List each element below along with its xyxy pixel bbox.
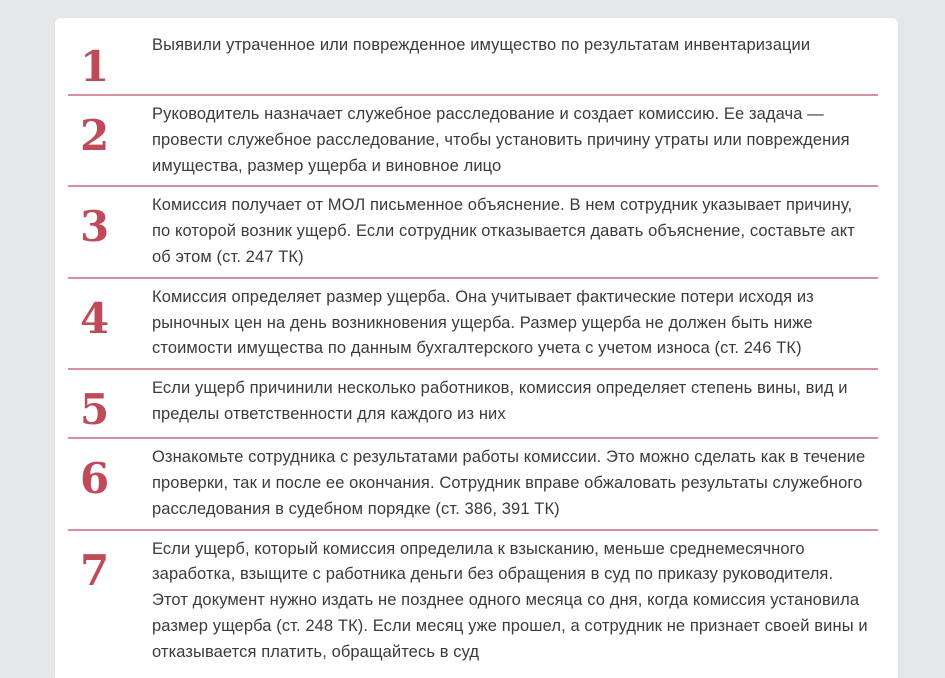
step-text: Комиссия получает от МОЛ письменное объяснение. В нем сотрудник указывает причину, по которой возник ущерб. Если сотрудник отказывается давать объяснение, составьте акт об этом (ст. 247 ТК) [152,196,855,266]
step-text: Выявили утраченное или поврежденное имущество по результатам инвентаризации [152,36,811,54]
step-row [55,531,898,672]
step-row [55,370,898,437]
step-row [55,279,898,368]
step-number: 6 [80,454,110,504]
step-text: Руководитель назначает служебное расследование и создает комиссию. Ее задача — провести служебное расследование, чтобы установить причину утраты или повреждения имущества, размер ущерба и виновное лицо [152,105,850,175]
step-number: 3 [80,202,110,252]
step-text: Если ущерб причинили несколько работников, комиссия определяет степень вины, вид и пределы ответственности для каждого из них [152,379,848,423]
step-row [55,27,898,94]
steps-card [55,18,898,678]
step-text: Ознакомьте сотрудника с результатами работы комиссии. Это можно сделать как в течение проверки, так и после ее окончания. Сотрудник вправе обжаловать результаты служебного расследования в судебном порядке (ст. 386, 391 ТК) [152,448,866,518]
step-text: Если ущерб, который комиссия определила к взысканию, меньше среднемесячного заработка, взыщите с работника деньги без обращения в суд по приказу руководителя. Этот документ нужно издать не позднее одного месяца со дня, когда комиссия установила размер ущерба (ст. 248 ТК). Если месяц уже прошел, а сотрудник не признает своей вины и отказывается платить, обращайтесь в суд [152,539,868,661]
step-number: 4 [80,293,110,343]
step-number: 2 [80,111,110,160]
step-number: 5 [80,385,110,435]
step-number: 7 [80,545,110,595]
step-row [55,439,898,528]
step-number: 1 [80,42,110,91]
step-text: Комиссия определяет размер ущерба. Она учитывает фактические потери исходя из рыночных цен на день возникновения ущерба. Размер ущерба не должен быть ниже стоимости имущества по данным бухгалтерского учета с учетом износа (ст. 246 ТК) [152,287,814,358]
step-row [55,96,898,185]
step-row [55,187,898,276]
